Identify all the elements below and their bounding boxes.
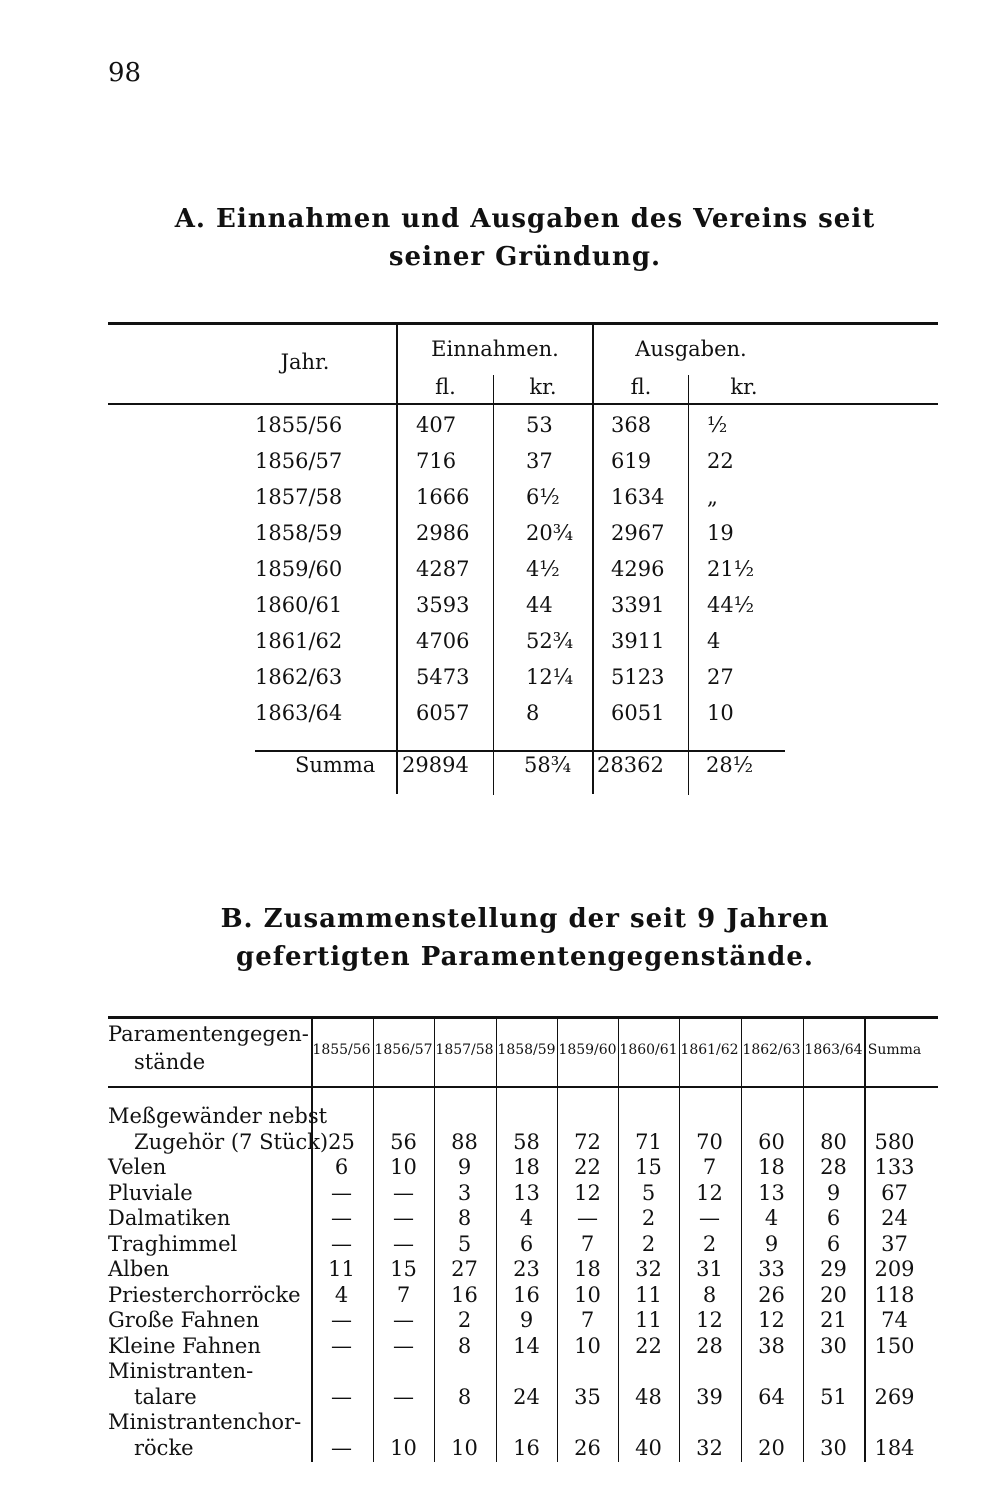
item-value: 4: [334, 1282, 349, 1307]
item-value: 11: [635, 1282, 662, 1307]
header-expenses: Ausgaben.: [635, 337, 747, 361]
item-total: 580: [874, 1129, 915, 1154]
item-value: 8: [457, 1333, 472, 1358]
item-total: 133: [874, 1155, 915, 1179]
item-label: Alben: [108, 1257, 170, 1281]
section-a-title: A. Einnahmen und Ausgaben des Vereins seit seiner Gründung.: [174, 204, 876, 272]
item-value: 30: [820, 1333, 847, 1358]
row-expenses-kr: 27: [707, 665, 734, 689]
row-income-fl: 407: [416, 413, 457, 437]
row-expenses-kr: 19: [707, 521, 734, 545]
item-value: 10: [390, 1155, 417, 1179]
item-value: —: [393, 1333, 414, 1358]
row-expenses-kr: 10: [707, 701, 734, 725]
header-expenses-kr: kr.: [730, 375, 758, 399]
item-value: 64: [758, 1384, 785, 1409]
item-value: 56: [390, 1129, 417, 1154]
item-value: 12: [574, 1180, 601, 1205]
item-label: Velen: [108, 1155, 167, 1179]
item-value: 80: [820, 1129, 847, 1154]
item-value: 12: [696, 1308, 723, 1332]
item-value: —: [393, 1308, 414, 1332]
row-expenses-kr: 4: [707, 629, 721, 653]
item-label: Priesterchorröcke: [108, 1282, 301, 1307]
item-value: 11: [635, 1308, 662, 1332]
item-value: —: [393, 1206, 414, 1230]
item-value: 18: [513, 1155, 540, 1179]
item-value: 2: [641, 1206, 656, 1230]
item-value: 51: [820, 1384, 847, 1409]
item-value: 32: [696, 1435, 723, 1460]
item-total: 24: [881, 1206, 908, 1230]
item-value: 21: [820, 1308, 847, 1332]
item-value: 7: [580, 1308, 595, 1332]
row-income-kr: 6½: [526, 485, 560, 509]
column-header: 1858/59: [497, 1042, 556, 1058]
row-income-kr: 12¼: [526, 665, 574, 689]
row-year: 1862/63: [255, 665, 343, 689]
item-label: Pluviale: [108, 1180, 193, 1205]
column-header: 1859/60: [558, 1042, 617, 1058]
row-income-fl: 3593: [416, 593, 470, 617]
row-expenses-fl: 3911: [611, 629, 665, 653]
header-income: Einnahmen.: [431, 337, 559, 361]
row-expenses-fl: 2967: [611, 521, 665, 545]
item-value: 15: [390, 1257, 417, 1281]
item-value: —: [331, 1206, 352, 1230]
column-header: 1861/62: [680, 1042, 739, 1058]
row-income-kr: 52¾: [526, 629, 574, 653]
row-expenses-kr: ½: [707, 413, 728, 437]
row-income-fl: 4706: [416, 629, 470, 653]
item-value: 32: [635, 1257, 662, 1281]
item-value: 88: [451, 1129, 478, 1154]
item-value: 4: [764, 1206, 779, 1230]
page-number: 98: [108, 58, 142, 88]
item-value: 70: [696, 1129, 723, 1154]
header-income-fl: fl.: [435, 375, 456, 399]
row-year: 1860/61: [255, 593, 343, 617]
item-value: 2: [702, 1231, 717, 1256]
item-value: 26: [758, 1282, 785, 1307]
item-value: 16: [513, 1282, 540, 1307]
item-value: 25: [328, 1129, 355, 1154]
item-value: 14: [513, 1333, 540, 1358]
item-value: 15: [635, 1155, 662, 1179]
item-value: 8: [702, 1282, 717, 1307]
item-total: 67: [881, 1180, 908, 1205]
column-header: 1860/61: [619, 1042, 678, 1058]
item-value: 10: [451, 1435, 478, 1460]
total-expenses-fl: 28362: [597, 753, 664, 777]
row-expenses-kr: „: [707, 485, 718, 509]
row-expenses-fl: 1634: [611, 485, 665, 509]
item-value: 8: [457, 1206, 472, 1230]
item-value: —: [331, 1333, 352, 1358]
item-value: 7: [580, 1231, 595, 1256]
header-expenses-fl: fl.: [630, 375, 652, 399]
item-total: 118: [874, 1282, 915, 1307]
item-value: —: [393, 1384, 414, 1409]
item-value: 33: [758, 1257, 785, 1281]
item-value: 58: [513, 1129, 540, 1154]
row-income-fl: 1666: [416, 485, 470, 509]
section-b-title: B. Zusammenstellung der seit 9 Jahren gefertigten Paramentengegenstände.: [220, 904, 830, 972]
column-header: 1855/56: [312, 1042, 371, 1058]
row-income-fl: 5473: [416, 665, 470, 689]
item-value: —: [393, 1180, 414, 1205]
header-income-kr: kr.: [529, 375, 557, 399]
row-income-kr: 44: [526, 593, 553, 617]
item-value: —: [331, 1384, 352, 1409]
item-label: Meßgewänder nebst: [108, 1104, 328, 1128]
header-item-1: Paramentengegen-: [108, 1022, 309, 1046]
item-value: 2: [457, 1308, 472, 1332]
row-year: 1859/60: [255, 557, 343, 581]
item-value: 6: [826, 1206, 841, 1230]
item-value: 9: [457, 1155, 472, 1179]
item-value: 7: [702, 1155, 717, 1179]
item-value: —: [331, 1308, 352, 1332]
item-value: 27: [451, 1257, 478, 1281]
row-expenses-kr: 44½: [707, 593, 755, 617]
row-year: 1855/56: [255, 413, 343, 437]
row-expenses-fl: 619: [611, 449, 652, 473]
item-value: 2: [641, 1231, 656, 1256]
item-value: 20: [820, 1282, 847, 1307]
row-expenses-fl: 4296: [611, 557, 665, 581]
row-expenses-fl: 5123: [611, 665, 665, 689]
row-expenses-fl: 3391: [611, 593, 665, 617]
item-value: 5: [457, 1231, 472, 1256]
item-value: 40: [635, 1435, 662, 1460]
row-expenses-kr: 21½: [707, 557, 755, 581]
item-value: 11: [328, 1257, 355, 1281]
item-value: 10: [574, 1333, 601, 1358]
item-total: 269: [874, 1384, 915, 1409]
item-value: 10: [390, 1435, 417, 1460]
item-value: 35: [574, 1384, 601, 1409]
item-value: 28: [820, 1155, 847, 1179]
row-income-kr: 53: [526, 413, 553, 437]
item-total: 150: [874, 1333, 915, 1358]
item-value: —: [331, 1231, 352, 1256]
item-value: 71: [635, 1129, 662, 1154]
item-value: 7: [396, 1282, 411, 1307]
item-label: Zugehör (7 Stück): [134, 1129, 329, 1154]
item-value: —: [577, 1206, 598, 1230]
item-value: 23: [513, 1257, 540, 1281]
row-year: 1857/58: [255, 485, 343, 509]
item-value: 30: [820, 1435, 847, 1460]
item-value: 16: [451, 1282, 478, 1307]
row-expenses-kr: 22: [707, 449, 734, 473]
row-expenses-fl: 6051: [611, 701, 665, 725]
item-value: 12: [696, 1180, 723, 1205]
item-value: 38: [758, 1333, 785, 1358]
item-value: 31: [696, 1257, 723, 1281]
row-income-kr: 20¾: [526, 521, 574, 545]
row-year: 1863/64: [255, 701, 343, 725]
total-expenses-kr: 28½: [706, 753, 754, 777]
item-value: 72: [574, 1129, 601, 1154]
row-income-fl: 716: [416, 449, 457, 473]
item-value: 4: [519, 1206, 534, 1230]
item-value: 6: [826, 1231, 841, 1256]
item-total: 184: [874, 1435, 915, 1460]
item-value: —: [699, 1206, 720, 1230]
row-income-kr: 8: [526, 701, 540, 725]
column-header: 1857/58: [435, 1042, 494, 1058]
row-year: 1856/57: [255, 449, 343, 473]
total-income-kr: 58¾: [524, 753, 572, 777]
item-total: 209: [874, 1257, 915, 1281]
total-income-fl: 29894: [402, 753, 469, 777]
item-value: —: [331, 1180, 352, 1205]
item-value: 9: [826, 1180, 841, 1205]
row-year: 1858/59: [255, 521, 343, 545]
item-value: 24: [513, 1384, 540, 1409]
item-value: 9: [519, 1308, 534, 1332]
item-label: Traghimmel: [108, 1231, 238, 1256]
header-year: Jahr.: [280, 350, 330, 374]
item-value: 12: [758, 1308, 785, 1332]
item-value: 5: [641, 1180, 656, 1205]
row-income-kr: 37: [526, 449, 553, 473]
item-value: 16: [513, 1435, 540, 1460]
item-total: 37: [881, 1231, 908, 1256]
item-label: Große Fahnen: [108, 1308, 260, 1332]
table-b-header-rule: [108, 1086, 938, 1088]
item-value: —: [393, 1231, 414, 1256]
item-value: 22: [574, 1155, 601, 1179]
item-value: 8: [457, 1384, 472, 1409]
item-value: 18: [574, 1257, 601, 1281]
item-label: röcke: [134, 1435, 194, 1460]
row-expenses-fl: 368: [611, 413, 652, 437]
total-label: Summa: [295, 753, 376, 777]
item-value: 10: [574, 1282, 601, 1307]
item-label: talare: [134, 1384, 197, 1409]
item-value: 13: [758, 1180, 785, 1205]
row-year: 1861/62: [255, 629, 343, 653]
item-label: Kleine Fahnen: [108, 1333, 261, 1358]
column-header: 1856/57: [374, 1042, 433, 1058]
item-value: 6: [334, 1155, 349, 1179]
item-label: Ministranten-: [108, 1359, 254, 1383]
item-value: 6: [519, 1231, 534, 1256]
table-b-top-rule: [108, 1016, 938, 1019]
item-value: 39: [696, 1384, 723, 1409]
row-income-fl: 4287: [416, 557, 470, 581]
item-value: 9: [764, 1231, 779, 1256]
item-value: 26: [574, 1435, 601, 1460]
header-item-2: stände: [134, 1050, 206, 1074]
item-value: 20: [758, 1435, 785, 1460]
column-header: 1863/64: [804, 1042, 863, 1058]
item-value: 13: [513, 1180, 540, 1205]
row-income-kr: 4½: [526, 557, 560, 581]
item-value: —: [331, 1435, 352, 1460]
item-value: 29: [820, 1257, 847, 1281]
item-label: Dalmatiken: [108, 1206, 231, 1230]
column-header: Summa: [867, 1042, 922, 1058]
item-total: 74: [881, 1308, 908, 1332]
row-income-fl: 6057: [416, 701, 470, 725]
item-value: 22: [635, 1333, 662, 1358]
item-value: 18: [758, 1155, 785, 1179]
item-value: 60: [758, 1129, 785, 1154]
item-label: Ministrantenchor-: [108, 1410, 302, 1434]
row-income-fl: 2986: [416, 521, 470, 545]
column-header: 1862/63: [742, 1042, 801, 1058]
item-value: 28: [696, 1333, 723, 1358]
item-value: 48: [635, 1384, 662, 1409]
item-value: 3: [457, 1180, 472, 1205]
